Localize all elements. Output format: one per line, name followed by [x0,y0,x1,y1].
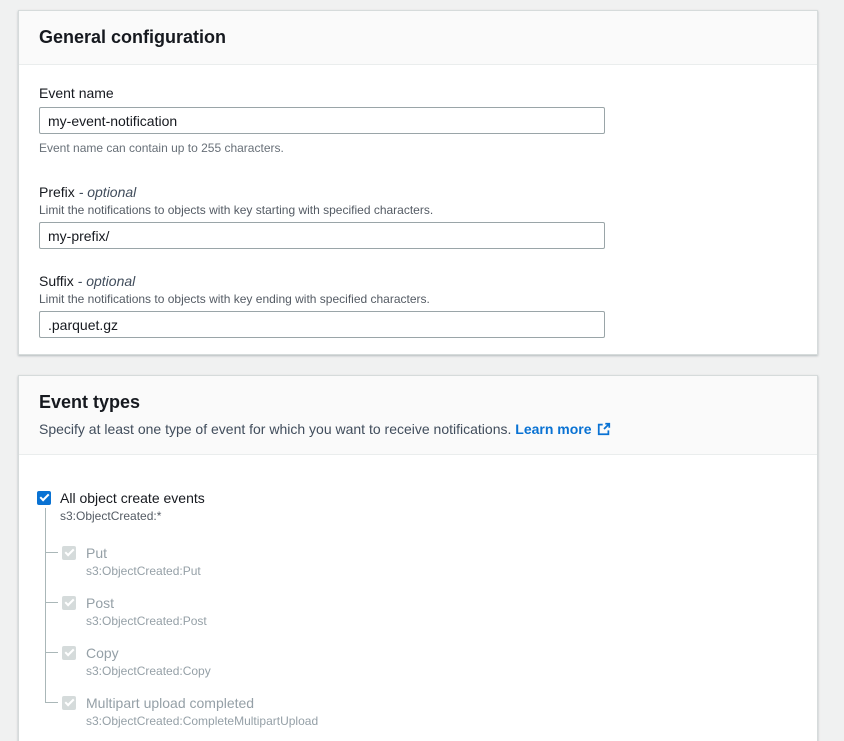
prefix-input[interactable] [39,222,605,249]
prefix-optional-flag: - optional [78,184,137,200]
event-name-constraint: Event name can contain up to 255 characters. [39,141,284,155]
copy-row [62,643,797,679]
multipart-upload-completed-label: Multipart upload completed [86,695,255,711]
copy-label: Copy [86,645,119,661]
post-checkbox [62,596,76,610]
multipart-upload-completed-checkbox [62,696,76,710]
put-row [62,543,797,579]
suffix-description: Limit the notifications to objects with key ending with specified characters. [39,292,430,306]
prefix-label: Prefix [39,184,75,200]
multipart-upload-completed-code: s3:ObjectCreated:CompleteMultipartUpload [86,714,319,728]
general-configuration-body [19,65,817,356]
put-label: Put [86,545,108,561]
multipart-upload-completed-row [62,693,797,729]
all-object-create-events-row [37,488,797,524]
event-types-body [19,455,817,741]
event-types-header [19,376,817,455]
prefix-field [39,182,797,249]
all-object-create-events-checkbox[interactable] [37,491,51,505]
post-code: s3:ObjectCreated:Post [86,614,207,628]
put-checkbox [62,546,76,560]
put-code: s3:ObjectCreated:Put [86,564,201,578]
post-row [62,593,797,629]
event-name-field [39,83,797,156]
tree-branch-put [45,552,58,553]
external-link-icon [597,422,611,436]
suffix-label: Suffix [39,273,74,289]
event-types-section [18,375,818,741]
copy-checkbox [62,646,76,660]
tree-connector-line [45,508,46,702]
all-object-create-events-code: s3:ObjectCreated:* [60,509,162,523]
learn-more-link[interactable]: Learn more [515,421,610,437]
prefix-description: Limit the notifications to objects with key starting with specified characters. [39,203,434,217]
suffix-optional-flag: - optional [77,273,136,289]
post-label: Post [86,595,115,611]
event-types-title: Event types [39,392,141,412]
all-object-create-events-label: All object create events [60,490,205,506]
event-name-input[interactable] [39,107,605,134]
general-configuration-header [19,11,817,65]
suffix-input[interactable] [39,311,605,338]
general-configuration-section [18,10,818,355]
tree-branch-copy [45,652,58,653]
suffix-field [39,271,797,338]
event-name-label: Event name [39,85,114,101]
general-configuration-title: General configuration [39,27,227,47]
tree-branch-multipart [45,702,58,703]
event-types-description: Specify at least one type of event for which you want to receive notifications. Learn more [39,419,797,439]
copy-code: s3:ObjectCreated:Copy [86,664,211,678]
tree-branch-post [45,602,58,603]
